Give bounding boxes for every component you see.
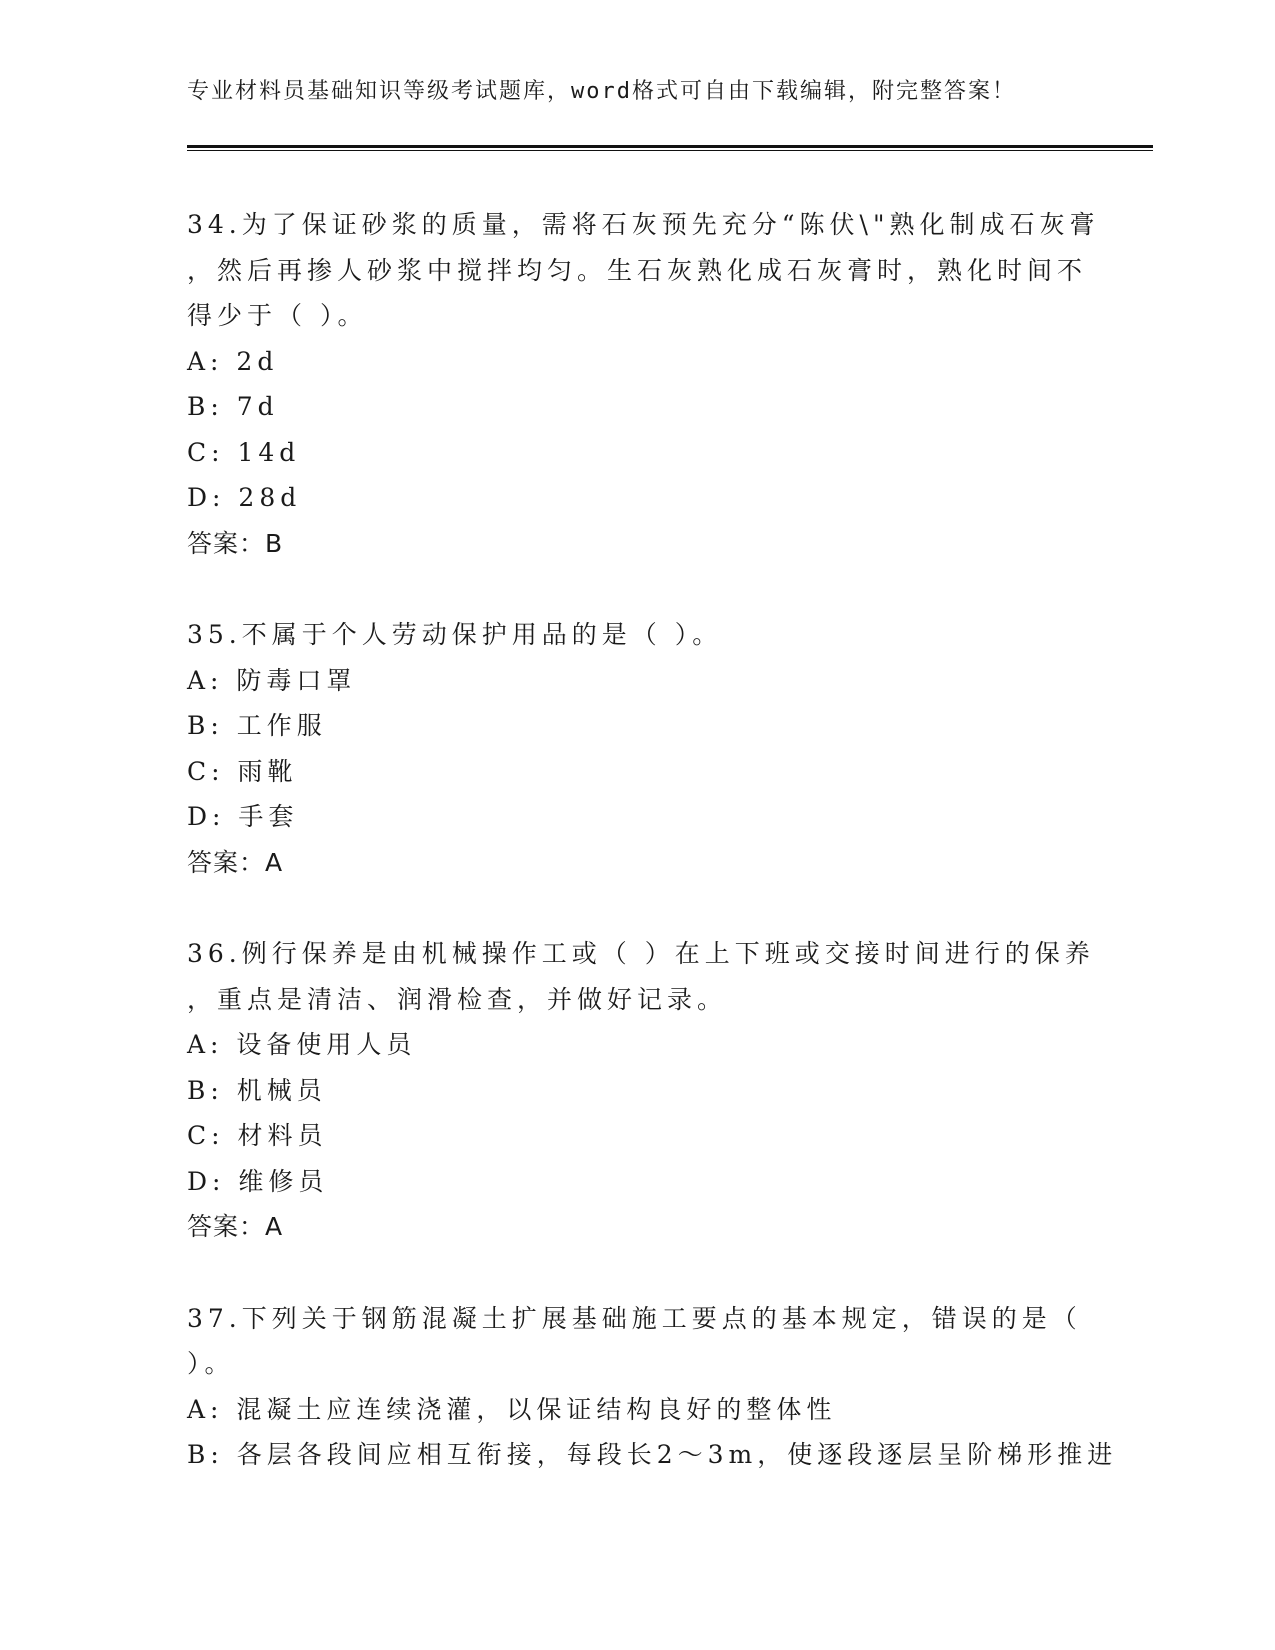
- answer-key: 答案：A: [187, 847, 284, 877]
- question-stem-line: ，重点是清洁、润滑检查，并做好记录。: [187, 984, 728, 1014]
- question-37: [187, 1296, 1118, 1478]
- question-stem-line: ）。: [187, 1349, 235, 1378]
- option-d: D: 手套: [187, 802, 299, 831]
- question-34: [187, 202, 1100, 566]
- option-c: C: 雨靴: [187, 756, 298, 786]
- page-header-text: 专业材料员基础知识等级考试题库，word格式可自由下载编辑，附完整答案！: [187, 79, 1016, 104]
- question-list: [187, 202, 1118, 1524]
- answer-key: 答案：B: [187, 528, 284, 558]
- option-a: A: 2d: [187, 346, 279, 376]
- answer-key: 答案：A: [187, 1212, 284, 1241]
- option-a: A: 混凝土应连续浇灌，以保证结构良好的整体性: [187, 1394, 837, 1424]
- option-b: B: 机械员: [187, 1075, 327, 1105]
- question-stem-line: 37.下列关于钢筋混凝土扩展基础施工要点的基本规定，错误的是（: [187, 1303, 1082, 1333]
- option-c: C: 材料员: [187, 1121, 328, 1150]
- option-d: D: 28d: [187, 483, 302, 512]
- option-d: D: 维修员: [187, 1166, 329, 1196]
- question-stem-line: ，然后再掺人砂浆中搅拌均匀。生石灰熟化成石灰膏时，熟化时间不: [187, 255, 1088, 285]
- option-b: B: 7d: [187, 392, 279, 421]
- question-stem-line: 34.为了保证砂浆的质量，需将石灰预先充分“陈伏\"熟化制成石灰膏: [187, 210, 1100, 239]
- question-stem-line: 35.不属于个人劳动保护用品的是（ ）。: [187, 620, 723, 649]
- option-b: B: 各层各段间应相互衔接，每段长2～3m，使逐段逐层呈阶梯形推进: [187, 1440, 1118, 1469]
- option-a: A: 防毒口罩: [187, 665, 357, 695]
- question-35: [187, 612, 1087, 885]
- question-stem-line: 得少于（ ）。: [187, 301, 368, 330]
- question-stem-line: 36.例行保养是由机械操作工或（ ）在上下班或交接时间进行的保养: [187, 939, 1095, 968]
- question-36: [187, 931, 1095, 1250]
- option-c: C: 14d: [187, 437, 301, 467]
- option-b: B: 工作服: [187, 711, 327, 740]
- option-a: A: 设备使用人员: [187, 1030, 417, 1059]
- header-divider: [187, 145, 1153, 151]
